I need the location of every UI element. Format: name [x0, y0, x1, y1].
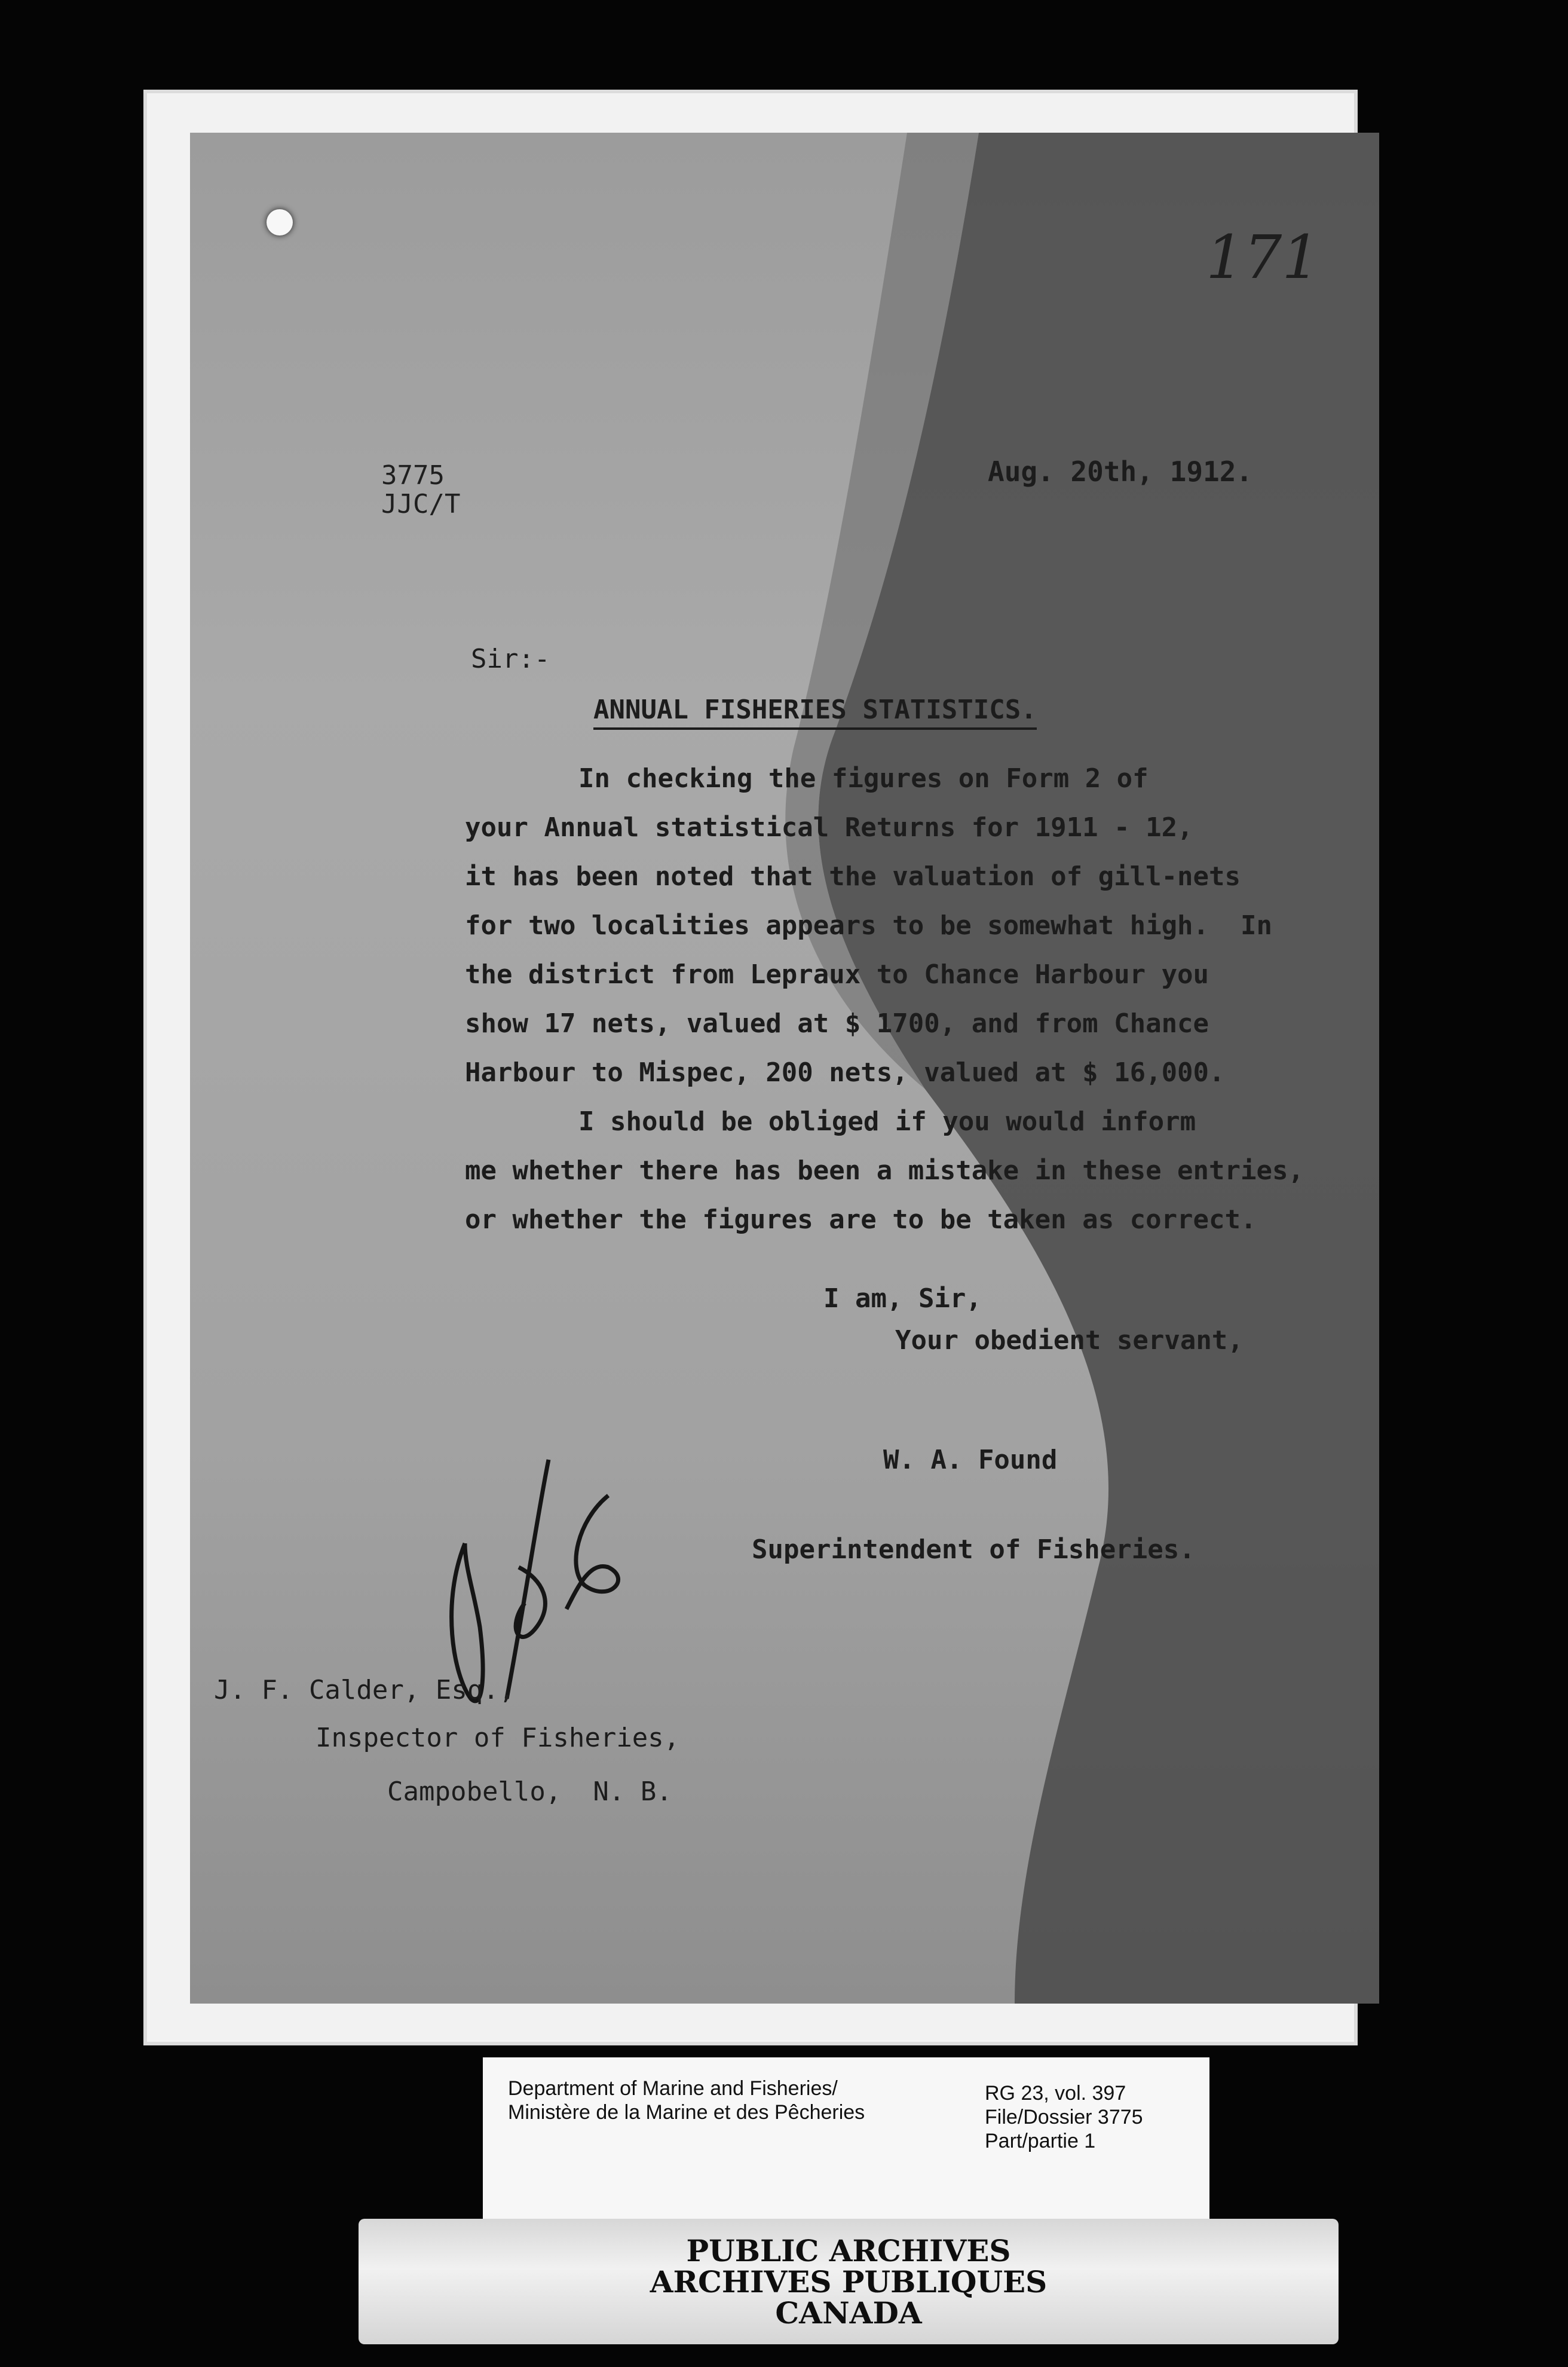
body-line: In checking the figures on Form 2 of: [578, 763, 1149, 794]
body-line: for two localities appears to be somewhat high. In: [465, 910, 1273, 941]
archive-stamp: [359, 2219, 1339, 2344]
salutation: Sir:-: [471, 644, 550, 674]
signatory-name: W. A. Found: [883, 1445, 1058, 1475]
body-line: I should be obliged if you would inform: [578, 1106, 1196, 1137]
department-en: Department of Marine and Fisheries/: [508, 2077, 838, 2100]
recipient-location: Campobello, N. B.: [387, 1776, 672, 1807]
file-reference: [381, 461, 460, 519]
body-line: the district from Lepraux to Chance Harbour you: [465, 959, 1209, 990]
department-fr: Ministère de la Marine et des Pêcheries: [508, 2101, 865, 2124]
initials-reference: JJC/T: [381, 489, 461, 519]
closing-line-1: I am, Sir,: [823, 1283, 982, 1314]
body-line: or whether the figures are to be taken as correct.: [465, 1204, 1257, 1235]
recipient-name: J. F. Calder, Esq.,: [214, 1675, 515, 1705]
body-line: your Annual statistical Returns for 1911 - 12,: [465, 812, 1193, 843]
archive-label: [483, 2057, 1209, 2219]
subject-heading: ANNUAL FISHERIES STATISTICS.: [593, 695, 1037, 730]
body-line: show 17 nets, valued at $ 1700, and from Chance: [465, 1008, 1209, 1039]
folio-number: 171: [1206, 222, 1320, 292]
body-line: Harbour to Mispec, 200 nets, valued at $ 16,000.: [465, 1057, 1225, 1088]
file-number: 3775: [381, 460, 445, 491]
closing-line-2: Your obedient servant,: [895, 1325, 1244, 1356]
punch-hole: [267, 209, 293, 236]
stamp-line-1: PUBLIC ARCHIVES: [686, 2233, 1011, 2268]
recipient-title: Inspector of Fisheries,: [316, 1723, 680, 1753]
stamp-line-2: ARCHIVES PUBLIQUES: [650, 2264, 1048, 2299]
record-group: RG 23, vol. 397: [985, 2082, 1126, 2105]
file-dossier: File/Dossier 3775: [985, 2106, 1143, 2129]
letter-page: [190, 133, 1379, 2004]
body-line: it has been noted that the valuation of gill-nets: [465, 861, 1241, 892]
letter-date: Aug. 20th, 1912.: [988, 455, 1253, 488]
archive-references: [985, 2081, 1143, 2153]
department-names: [508, 2077, 865, 2124]
signatory-title: Superintendent of Fisheries.: [752, 1534, 1195, 1565]
body-line: me whether there has been a mistake in these entries,: [465, 1155, 1304, 1186]
stamp-line-3: CANADA: [775, 2295, 922, 2331]
part-partie: Part/partie 1: [985, 2130, 1096, 2152]
archive-stamp-text: [359, 2233, 1339, 2331]
